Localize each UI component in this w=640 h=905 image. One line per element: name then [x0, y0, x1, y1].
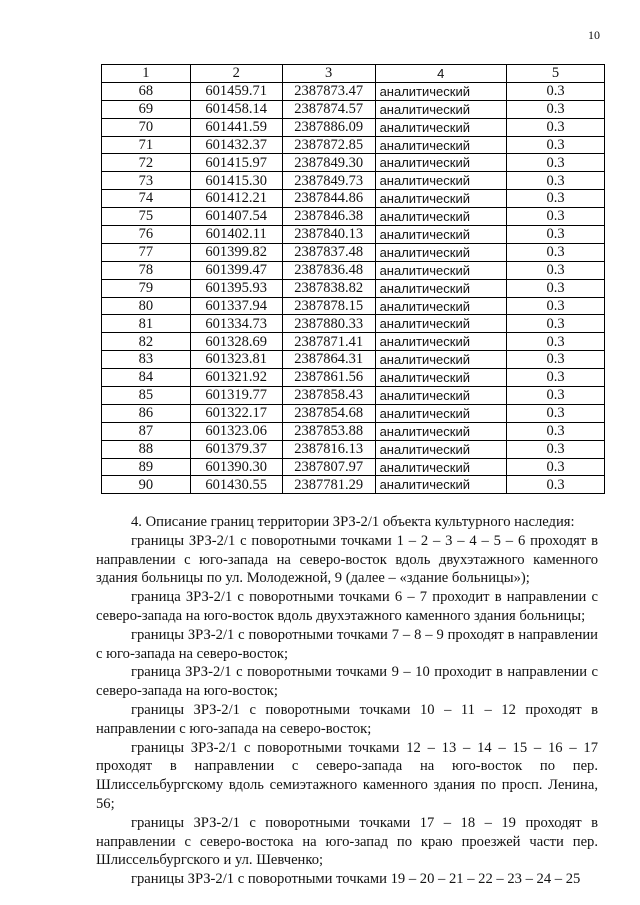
table-row: [102, 315, 605, 333]
table-cell: 0.3: [507, 369, 605, 387]
table-cell: 601407.54: [190, 208, 282, 226]
table-cell: 601379.37: [190, 440, 282, 458]
table-cell: аналитический: [375, 440, 506, 458]
table-cell: 0.3: [507, 458, 605, 476]
table-row: [102, 422, 605, 440]
table-cell: 83: [102, 351, 191, 369]
table-cell: 2387878.15: [282, 297, 375, 315]
table-cell: 601319.77: [190, 387, 282, 405]
table-header-row: [102, 65, 605, 83]
table-cell: 601323.06: [190, 422, 282, 440]
coordinates-table: [101, 64, 605, 494]
table-cell: 0.3: [507, 315, 605, 333]
table-row: [102, 351, 605, 369]
table-cell: аналитический: [375, 279, 506, 297]
table-row: [102, 82, 605, 100]
table-cell: 601323.81: [190, 351, 282, 369]
table-cell: 0.3: [507, 261, 605, 279]
table-cell: аналитический: [375, 387, 506, 405]
table-cell: аналитический: [375, 422, 506, 440]
table-cell: 2387849.30: [282, 154, 375, 172]
table-cell: 0.3: [507, 279, 605, 297]
paragraph: граница ЗРЗ-2/1 с поворотными точками 9 – 10 проходит в направлении с северо-запада на юго-восток;: [96, 664, 598, 700]
table-cell: аналитический: [375, 243, 506, 261]
section-heading: 4. Описание границ территории ЗРЗ-2/1 объекта культурного наследия:: [131, 514, 575, 530]
table-cell: 2387861.56: [282, 369, 375, 387]
table-row: [102, 118, 605, 136]
table-cell: 2387886.09: [282, 118, 375, 136]
table-row: [102, 440, 605, 458]
table-cell: 72: [102, 154, 191, 172]
table-cell: 2387858.43: [282, 387, 375, 405]
table-cell: 2387836.48: [282, 261, 375, 279]
table-cell: аналитический: [375, 404, 506, 422]
table-cell: 601415.30: [190, 172, 282, 190]
table-cell: 71: [102, 136, 191, 154]
table-cell: аналитический: [375, 82, 506, 100]
table-cell: 0.3: [507, 422, 605, 440]
table-cell: 0.3: [507, 351, 605, 369]
table-cell: 2387846.38: [282, 208, 375, 226]
table-cell: аналитический: [375, 297, 506, 315]
table-cell: 0.3: [507, 208, 605, 226]
table-cell: аналитический: [375, 190, 506, 208]
table-cell: 2387840.13: [282, 226, 375, 244]
table-cell: аналитический: [375, 333, 506, 351]
table-cell: 601395.93: [190, 279, 282, 297]
table-cell: 0.3: [507, 190, 605, 208]
table-cell: 81: [102, 315, 191, 333]
table-cell: 601321.92: [190, 369, 282, 387]
table-cell: 0.3: [507, 154, 605, 172]
table-row: [102, 476, 605, 494]
page-number: 10: [588, 28, 600, 42]
table-cell: 76: [102, 226, 191, 244]
table-cell: аналитический: [375, 208, 506, 226]
table-cell: 2387871.41: [282, 333, 375, 351]
table-cell: аналитический: [375, 100, 506, 118]
table-cell: 0.3: [507, 172, 605, 190]
table-cell: 87: [102, 422, 191, 440]
paragraph: границы ЗРЗ-2/1 с поворотными точками 12 – 13 – 14 – 15 – 16 – 17 проходят в направлении с северо-запада на юго-восток по пер. Шлиссельбургскому вдоль семиэтажного каменного здания по просп. Ленина, 56;: [96, 739, 598, 812]
column-header: 4: [375, 65, 506, 83]
paragraph: границы ЗРЗ-2/1 с поворотными точками 7 – 8 – 9 проходят в направлении с юго-запада на северо-восток;: [96, 626, 598, 662]
table-cell: 0.3: [507, 333, 605, 351]
paragraph: границы ЗРЗ-2/1 с поворотными точками 1 – 2 – 3 – 4 – 5 – 6 проходят в направлении с юго-запада на северо-восток вдоль двухэтажного каменного здания больницы по ул. Молодежной, 9 (далее – «здание больницы»);: [96, 532, 598, 587]
table-row: [102, 297, 605, 315]
table-cell: 2387781.29: [282, 476, 375, 494]
table-cell: 0.3: [507, 476, 605, 494]
table-cell: 77: [102, 243, 191, 261]
table-cell: 601458.14: [190, 100, 282, 118]
table-cell: аналитический: [375, 476, 506, 494]
table-cell: 601328.69: [190, 333, 282, 351]
table-cell: 2387807.97: [282, 458, 375, 476]
table-row: [102, 261, 605, 279]
table-cell: 2387880.33: [282, 315, 375, 333]
table-cell: 2387873.47: [282, 82, 375, 100]
table-cell: 74: [102, 190, 191, 208]
table-cell: 2387849.73: [282, 172, 375, 190]
table-cell: 2387838.82: [282, 279, 375, 297]
table-cell: 68: [102, 82, 191, 100]
table-cell: аналитический: [375, 154, 506, 172]
column-header: 2: [190, 65, 282, 83]
boundary-description: [96, 513, 598, 889]
table-body: [102, 82, 605, 493]
table-row: [102, 333, 605, 351]
paragraph: границы ЗРЗ-2/1 с поворотными точками 17 – 18 – 19 проходят в направлении с северо-востока на юго-запад по краю проезжей части пер. Шлиссельбургского и ул. Шевченко;: [96, 814, 598, 869]
table-cell: 69: [102, 100, 191, 118]
table-cell: 0.3: [507, 297, 605, 315]
table-cell: 0.3: [507, 440, 605, 458]
table-cell: 0.3: [507, 118, 605, 136]
table-row: [102, 404, 605, 422]
table-cell: 0.3: [507, 82, 605, 100]
table-cell: аналитический: [375, 315, 506, 333]
table-cell: 601402.11: [190, 226, 282, 244]
table-cell: аналитический: [375, 118, 506, 136]
table-cell: 70: [102, 118, 191, 136]
table-cell: 2387874.57: [282, 100, 375, 118]
table-cell: 0.3: [507, 387, 605, 405]
table-cell: 0.3: [507, 243, 605, 261]
table-cell: 601415.97: [190, 154, 282, 172]
table-row: [102, 136, 605, 154]
table-cell: 601337.94: [190, 297, 282, 315]
column-header: 5: [507, 65, 605, 83]
table-row: [102, 172, 605, 190]
table-cell: 601390.30: [190, 458, 282, 476]
table-cell: 2387872.85: [282, 136, 375, 154]
table-cell: 2387853.88: [282, 422, 375, 440]
table-cell: 2387854.68: [282, 404, 375, 422]
table-row: [102, 279, 605, 297]
table-row: [102, 154, 605, 172]
table-cell: 84: [102, 369, 191, 387]
table-cell: аналитический: [375, 351, 506, 369]
table-cell: 0.3: [507, 100, 605, 118]
table-cell: 601412.21: [190, 190, 282, 208]
table-cell: 78: [102, 261, 191, 279]
table-row: [102, 387, 605, 405]
table-cell: 0.3: [507, 404, 605, 422]
table-cell: 73: [102, 172, 191, 190]
table-row: [102, 100, 605, 118]
table-cell: 75: [102, 208, 191, 226]
table-row: [102, 226, 605, 244]
table-cell: 90: [102, 476, 191, 494]
table-row: [102, 458, 605, 476]
table-cell: 601399.82: [190, 243, 282, 261]
table-cell: 82: [102, 333, 191, 351]
table-cell: 601430.55: [190, 476, 282, 494]
table-cell: 601322.17: [190, 404, 282, 422]
table-cell: 2387837.48: [282, 243, 375, 261]
table-cell: 2387816.13: [282, 440, 375, 458]
table-row: [102, 208, 605, 226]
table-cell: 601459.71: [190, 82, 282, 100]
column-header: 3: [282, 65, 375, 83]
table-cell: 85: [102, 387, 191, 405]
table-cell: 80: [102, 297, 191, 315]
table-row: [102, 369, 605, 387]
paragraph: граница ЗРЗ-2/1 с поворотными точками 6 – 7 проходит в направлении с северо-запада на юго-восток вдоль двухэтажного каменного здания больницы;: [96, 589, 598, 624]
table-cell: 88: [102, 440, 191, 458]
table-cell: аналитический: [375, 261, 506, 279]
table-cell: 601399.47: [190, 261, 282, 279]
table-cell: 2387844.86: [282, 190, 375, 208]
paragraph-list: [96, 532, 598, 889]
paragraph: границы ЗРЗ-2/1 с поворотными точками 19 – 20 – 21 – 22 – 23 – 24 – 25: [131, 871, 581, 888]
table-row: [102, 190, 605, 208]
table-cell: аналитический: [375, 172, 506, 190]
table-cell: аналитический: [375, 226, 506, 244]
table-cell: аналитический: [375, 458, 506, 476]
table-cell: 601441.59: [190, 118, 282, 136]
table-row: [102, 243, 605, 261]
table-cell: 89: [102, 458, 191, 476]
table-cell: 0.3: [507, 136, 605, 154]
table-cell: 2387864.31: [282, 351, 375, 369]
paragraph: границы ЗРЗ-2/1 с поворотными точками 10 – 11 – 12 проходят в направлении с юго-запада на северо-восток;: [96, 701, 598, 737]
table-cell: аналитический: [375, 136, 506, 154]
table-cell: 0.3: [507, 226, 605, 244]
table-cell: аналитический: [375, 369, 506, 387]
table-cell: 601334.73: [190, 315, 282, 333]
table-cell: 601432.37: [190, 136, 282, 154]
table-cell: 86: [102, 404, 191, 422]
table-cell: 79: [102, 279, 191, 297]
column-header: 1: [102, 65, 191, 83]
